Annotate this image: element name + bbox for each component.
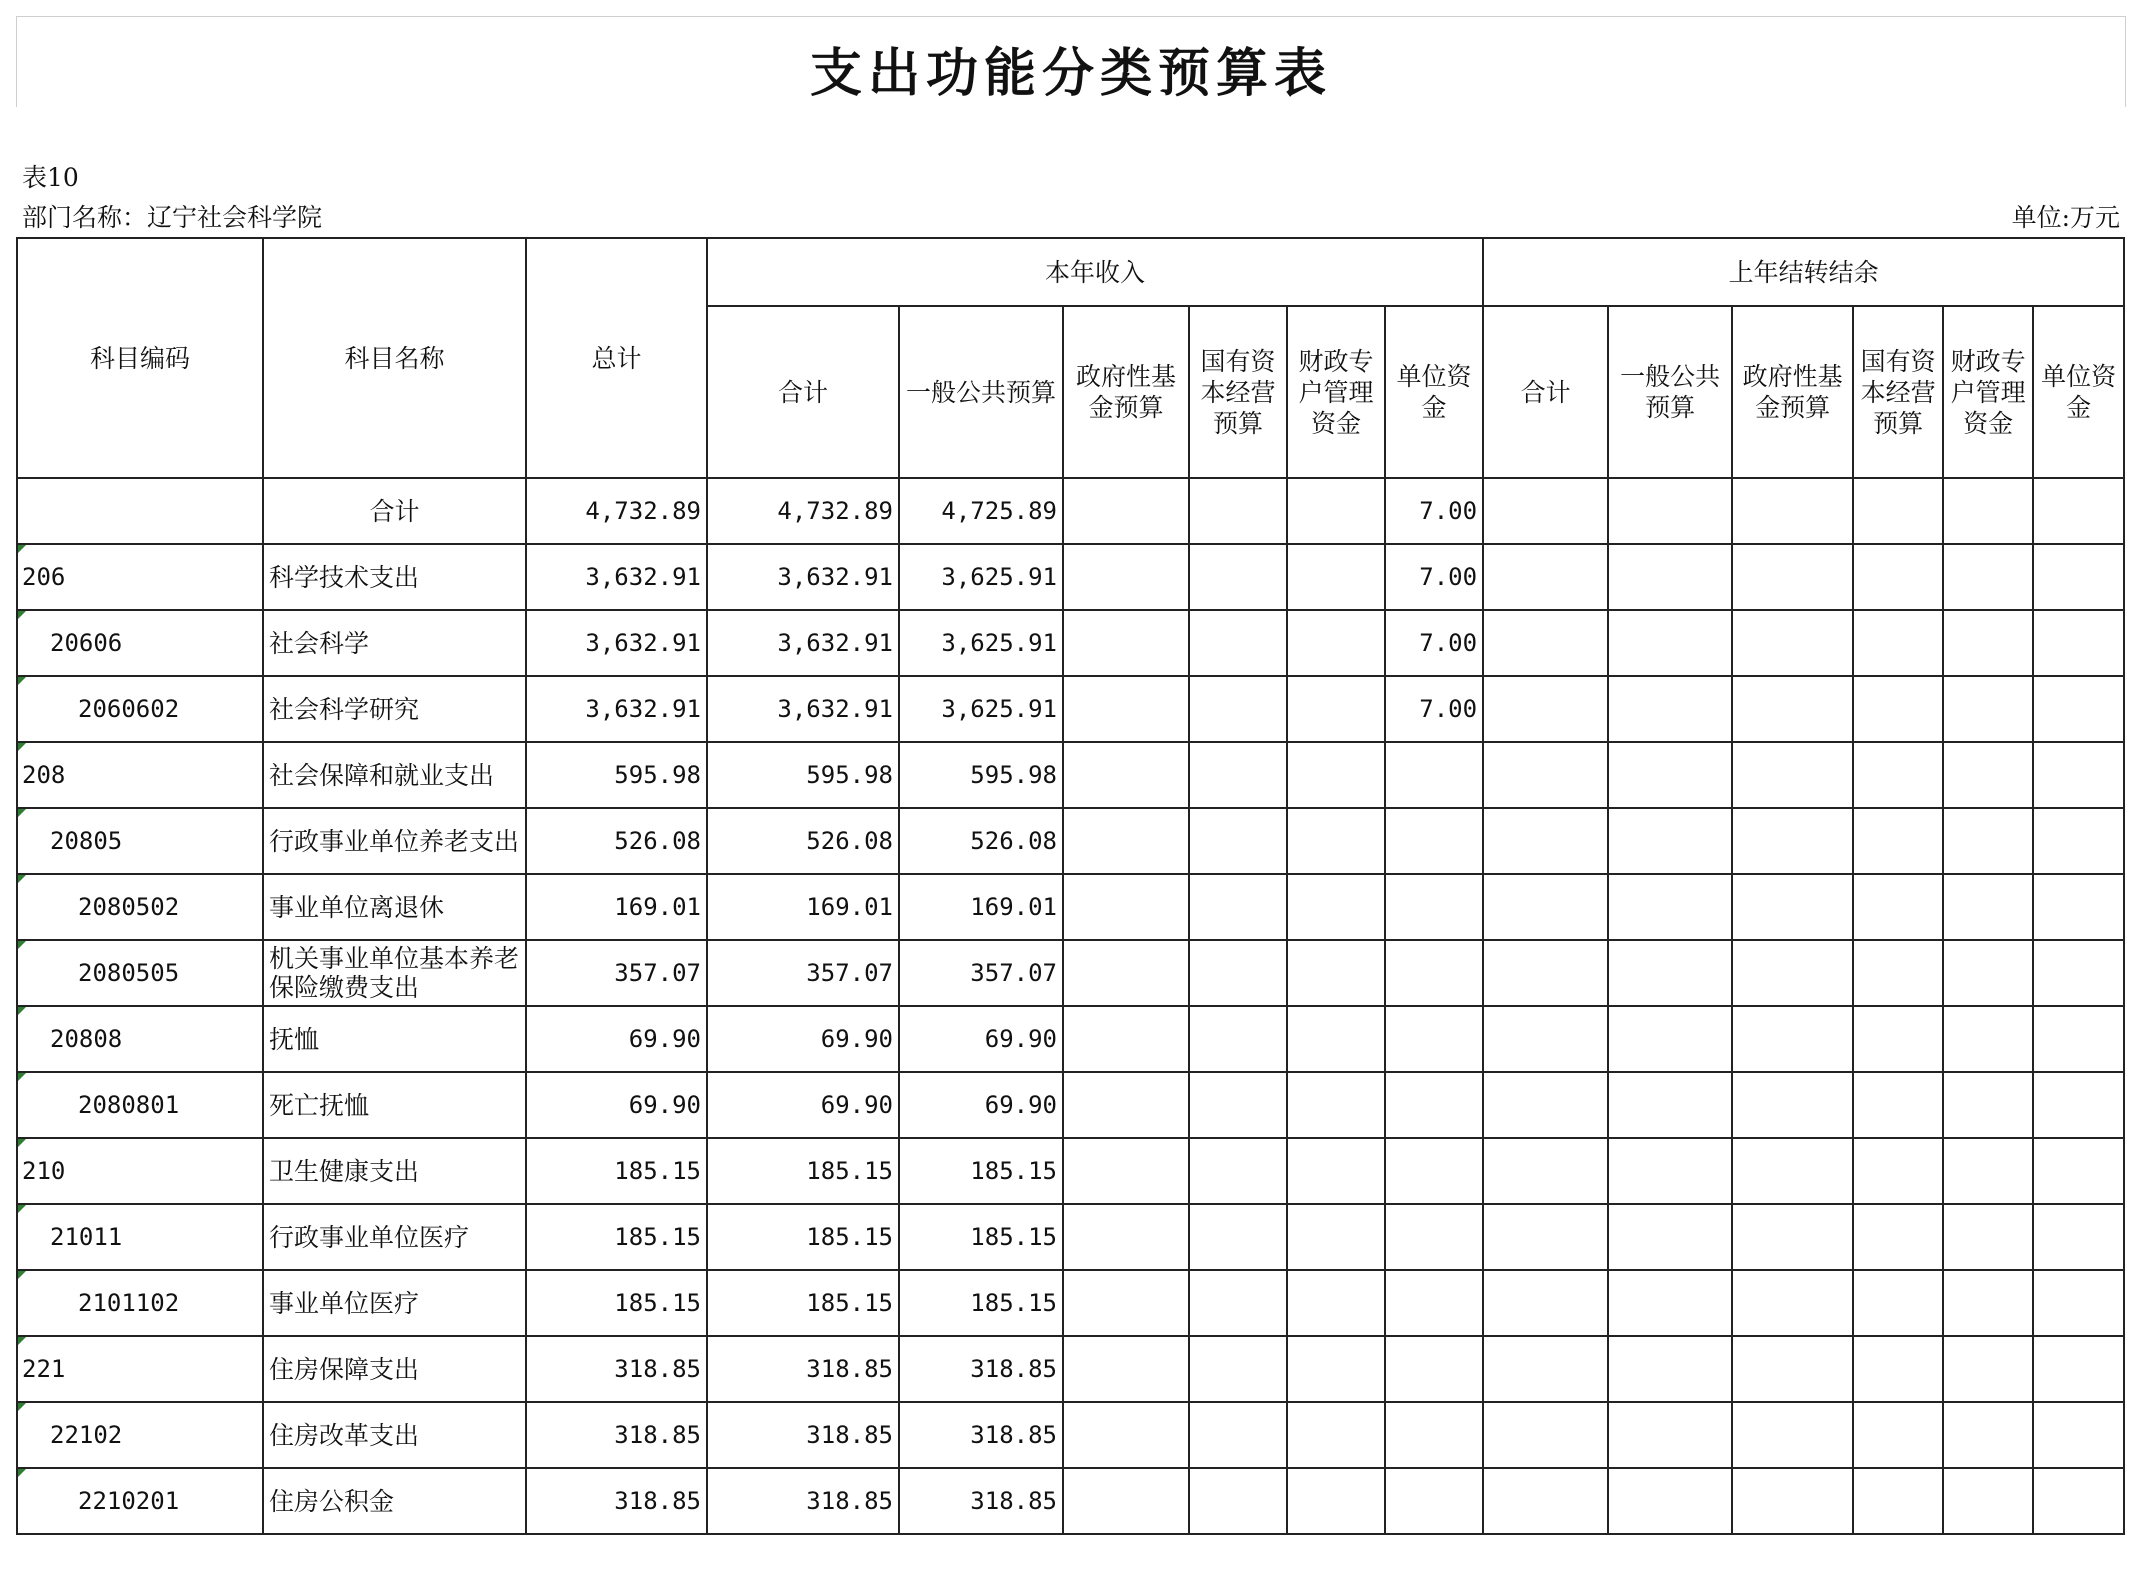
- cell-co-general: [1608, 544, 1732, 610]
- cell-cy-special: [1287, 1468, 1385, 1534]
- cell-co-general: [1608, 808, 1732, 874]
- cell-cy-govfund: [1063, 676, 1189, 742]
- cell-code: 20606: [17, 610, 263, 676]
- cell-cy-unit: [1385, 742, 1483, 808]
- cell-co-special: [1943, 676, 2033, 742]
- cell-cy-general: 318.85: [899, 1468, 1063, 1534]
- cell-name: 住房保障支出: [263, 1336, 526, 1402]
- cell-co-unit: [2033, 1006, 2124, 1072]
- table-row: [17, 808, 2124, 874]
- cell-cy-unit: [1385, 1402, 1483, 1468]
- cell-cy-unit: [1385, 1138, 1483, 1204]
- cell-co-unit: [2033, 544, 2124, 610]
- cell-cy-unit: 7.00: [1385, 544, 1483, 610]
- cell-cy-govfund: [1063, 1336, 1189, 1402]
- cell-cy-total: 3,632.91: [707, 544, 899, 610]
- cell-co-stateop: [1853, 676, 1943, 742]
- cell-cy-general: 4,725.89: [899, 478, 1063, 544]
- cell-total: 3,632.91: [526, 544, 707, 610]
- cell-name: 抚恤: [263, 1006, 526, 1072]
- cell-co-general: [1608, 478, 1732, 544]
- cell-co-stateop: [1853, 1138, 1943, 1204]
- cell-cy-general: 3,625.91: [899, 610, 1063, 676]
- cell-cy-total: 595.98: [707, 742, 899, 808]
- cell-co-general: [1608, 610, 1732, 676]
- cell-total: 69.90: [526, 1006, 707, 1072]
- cell-cy-unit: [1385, 1072, 1483, 1138]
- cell-cy-govfund: [1063, 742, 1189, 808]
- cell-cy-govfund: [1063, 1402, 1189, 1468]
- cell-co-general: [1608, 1468, 1732, 1534]
- cell-co-total: [1483, 1402, 1608, 1468]
- table-row: [17, 1072, 2124, 1138]
- cell-cy-special: [1287, 1204, 1385, 1270]
- cell-cy-special: [1287, 1270, 1385, 1336]
- cell-cy-general: 169.01: [899, 874, 1063, 940]
- cell-co-total: [1483, 940, 1608, 1006]
- cell-co-general: [1608, 1204, 1732, 1270]
- cell-cy-stateop: [1189, 1468, 1287, 1534]
- cell-co-special: [1943, 1402, 2033, 1468]
- cell-co-total: [1483, 1204, 1608, 1270]
- cell-co-general: [1608, 676, 1732, 742]
- cell-co-special: [1943, 1336, 2033, 1402]
- table-row: [17, 1270, 2124, 1336]
- cell-code: 2080801: [17, 1072, 263, 1138]
- table-row: [17, 1468, 2124, 1534]
- cell-co-govfund: [1732, 1270, 1853, 1336]
- cell-co-stateop: [1853, 610, 1943, 676]
- cell-cy-unit: 7.00: [1385, 478, 1483, 544]
- cell-cy-govfund: [1063, 610, 1189, 676]
- cell-cy-special: [1287, 1006, 1385, 1072]
- cell-cy-govfund: [1063, 1006, 1189, 1072]
- cell-cy-stateop: [1189, 1006, 1287, 1072]
- cell-co-total: [1483, 742, 1608, 808]
- cell-cy-general: 3,625.91: [899, 544, 1063, 610]
- cell-co-total: [1483, 676, 1608, 742]
- table-row: [17, 1138, 2124, 1204]
- header-cy-special: 财政专户管理资金: [1287, 306, 1385, 478]
- cell-co-unit: [2033, 1402, 2124, 1468]
- cell-name: 社会科学研究: [263, 676, 526, 742]
- cell-co-general: [1608, 940, 1732, 1006]
- cell-co-general: [1608, 1006, 1732, 1072]
- unit-label: 单位:万元: [2011, 203, 2120, 232]
- header-co-stateop: 国有资本经营预算: [1853, 306, 1943, 478]
- cell-co-special: [1943, 940, 2033, 1006]
- cell-cy-stateop: [1189, 940, 1287, 1006]
- cell-co-stateop: [1853, 1402, 1943, 1468]
- cell-name: 合计: [263, 478, 526, 544]
- cell-cy-total: 318.85: [707, 1402, 899, 1468]
- cell-cy-total: 318.85: [707, 1336, 899, 1402]
- cell-cy-govfund: [1063, 874, 1189, 940]
- table-row: [17, 478, 2124, 544]
- cell-co-total: [1483, 1468, 1608, 1534]
- cell-co-total: [1483, 1270, 1608, 1336]
- cell-co-stateop: [1853, 478, 1943, 544]
- cell-total: 4,732.89: [526, 478, 707, 544]
- header-co-special: 财政专户管理资金: [1943, 306, 2033, 478]
- cell-cy-unit: [1385, 1336, 1483, 1402]
- cell-name: 卫生健康支出: [263, 1138, 526, 1204]
- cell-co-general: [1608, 1402, 1732, 1468]
- cell-cy-total: 3,632.91: [707, 610, 899, 676]
- cell-cy-unit: [1385, 808, 1483, 874]
- table-row: [17, 1336, 2124, 1402]
- header-cy-stateop: 国有资本经营预算: [1189, 306, 1287, 478]
- header-carryover: 上年结转结余: [1483, 238, 2124, 306]
- cell-co-unit: [2033, 1468, 2124, 1534]
- cell-co-special: [1943, 1204, 2033, 1270]
- cell-cy-govfund: [1063, 478, 1189, 544]
- header-cy-total: 合计: [707, 306, 899, 478]
- cell-co-govfund: [1732, 1402, 1853, 1468]
- cell-co-stateop: [1853, 808, 1943, 874]
- cell-co-general: [1608, 1336, 1732, 1402]
- cell-cy-special: [1287, 1336, 1385, 1402]
- cell-cy-stateop: [1189, 1270, 1287, 1336]
- cell-co-stateop: [1853, 1006, 1943, 1072]
- cell-cy-general: 185.15: [899, 1204, 1063, 1270]
- cell-cy-unit: [1385, 1006, 1483, 1072]
- cell-name: 机关事业单位基本养老保险缴费支出: [263, 940, 526, 1006]
- department-name: 部门名称：辽宁社会科学院: [22, 203, 323, 232]
- cell-co-govfund: [1732, 1468, 1853, 1534]
- cell-co-govfund: [1732, 1204, 1853, 1270]
- cell-co-stateop: [1853, 1204, 1943, 1270]
- cell-cy-special: [1287, 1402, 1385, 1468]
- header-co-unit: 单位资金: [2033, 306, 2124, 478]
- table-row: [17, 544, 2124, 610]
- cell-co-special: [1943, 1468, 2033, 1534]
- cell-co-govfund: [1732, 808, 1853, 874]
- cell-co-total: [1483, 1072, 1608, 1138]
- cell-cy-govfund: [1063, 808, 1189, 874]
- cell-cy-total: 3,632.91: [707, 676, 899, 742]
- cell-co-unit: [2033, 610, 2124, 676]
- cell-co-stateop: [1853, 1336, 1943, 1402]
- cell-cy-total: 526.08: [707, 808, 899, 874]
- cell-cy-special: [1287, 742, 1385, 808]
- cell-cy-total: 169.01: [707, 874, 899, 940]
- cell-cy-total: 185.15: [707, 1270, 899, 1336]
- page-title: 支出功能分类预算表: [809, 43, 1332, 104]
- cell-co-govfund: [1732, 610, 1853, 676]
- cell-cy-unit: [1385, 940, 1483, 1006]
- header-cy-govfund: 政府性基金预算: [1063, 306, 1189, 478]
- table-row: [17, 1402, 2124, 1468]
- cell-code: 2080505: [17, 940, 263, 1006]
- table-row: [17, 1006, 2124, 1072]
- cell-name: 事业单位医疗: [263, 1270, 526, 1336]
- header-total: 总计: [526, 238, 707, 478]
- cell-co-govfund: [1732, 874, 1853, 940]
- table-row: [17, 1204, 2124, 1270]
- cell-total: 69.90: [526, 1072, 707, 1138]
- cell-name: 社会保障和就业支出: [263, 742, 526, 808]
- cell-co-unit: [2033, 874, 2124, 940]
- cell-cy-general: 595.98: [899, 742, 1063, 808]
- cell-code: 22102: [17, 1402, 263, 1468]
- cell-co-govfund: [1732, 1006, 1853, 1072]
- header-cy-unit: 单位资金: [1385, 306, 1483, 478]
- cell-total: 185.15: [526, 1204, 707, 1270]
- table-row: [17, 940, 2124, 1006]
- cell-cy-govfund: [1063, 1072, 1189, 1138]
- cell-code: 2101102: [17, 1270, 263, 1336]
- cell-code: 2210201: [17, 1468, 263, 1534]
- header-cy-general: 一般公共预算: [899, 306, 1063, 478]
- cell-co-unit: [2033, 1336, 2124, 1402]
- table-row: [17, 874, 2124, 940]
- cell-cy-govfund: [1063, 544, 1189, 610]
- cell-cy-total: 318.85: [707, 1468, 899, 1534]
- header-current-year: 本年收入: [707, 238, 1483, 306]
- cell-co-unit: [2033, 1072, 2124, 1138]
- cell-cy-general: 3,625.91: [899, 676, 1063, 742]
- cell-co-special: [1943, 742, 2033, 808]
- cell-co-special: [1943, 478, 2033, 544]
- cell-co-stateop: [1853, 544, 1943, 610]
- cell-co-total: [1483, 874, 1608, 940]
- cell-co-general: [1608, 1270, 1732, 1336]
- cell-co-unit: [2033, 676, 2124, 742]
- cell-name: 住房公积金: [263, 1468, 526, 1534]
- cell-cy-unit: [1385, 1468, 1483, 1534]
- cell-co-total: [1483, 1006, 1608, 1072]
- cell-cy-unit: [1385, 874, 1483, 940]
- cell-cy-special: [1287, 676, 1385, 742]
- cell-co-special: [1943, 1072, 2033, 1138]
- cell-cy-general: 357.07: [899, 940, 1063, 1006]
- budget-table: [16, 237, 2125, 1535]
- cell-cy-stateop: [1189, 478, 1287, 544]
- cell-co-total: [1483, 1138, 1608, 1204]
- header-co-govfund: 政府性基金预算: [1732, 306, 1853, 478]
- cell-co-total: [1483, 478, 1608, 544]
- cell-cy-govfund: [1063, 1468, 1189, 1534]
- table-body: [17, 478, 2124, 1534]
- table-row: [17, 610, 2124, 676]
- cell-cy-general: 318.85: [899, 1402, 1063, 1468]
- cell-cy-stateop: [1189, 544, 1287, 610]
- cell-cy-stateop: [1189, 610, 1287, 676]
- table-number: 表10: [22, 163, 79, 192]
- cell-cy-general: 318.85: [899, 1336, 1063, 1402]
- table-row: [17, 742, 2124, 808]
- cell-cy-unit: 7.00: [1385, 676, 1483, 742]
- cell-cy-total: 185.15: [707, 1138, 899, 1204]
- cell-co-stateop: [1853, 874, 1943, 940]
- cell-cy-stateop: [1189, 676, 1287, 742]
- cell-cy-unit: [1385, 1270, 1483, 1336]
- cell-cy-general: 69.90: [899, 1072, 1063, 1138]
- cell-co-stateop: [1853, 1270, 1943, 1336]
- cell-name: 死亡抚恤: [263, 1072, 526, 1138]
- cell-co-general: [1608, 1072, 1732, 1138]
- cell-co-govfund: [1732, 478, 1853, 544]
- cell-co-total: [1483, 544, 1608, 610]
- cell-co-special: [1943, 1270, 2033, 1336]
- title-box: [16, 16, 2126, 107]
- cell-total: 318.85: [526, 1336, 707, 1402]
- cell-cy-special: [1287, 544, 1385, 610]
- cell-code: 221: [17, 1336, 263, 1402]
- cell-total: 526.08: [526, 808, 707, 874]
- cell-total: 3,632.91: [526, 610, 707, 676]
- cell-code: 2080502: [17, 874, 263, 940]
- cell-cy-general: 526.08: [899, 808, 1063, 874]
- cell-cy-stateop: [1189, 1138, 1287, 1204]
- cell-co-stateop: [1853, 742, 1943, 808]
- cell-co-unit: [2033, 478, 2124, 544]
- cell-cy-general: 185.15: [899, 1270, 1063, 1336]
- cell-code: 20808: [17, 1006, 263, 1072]
- cell-co-govfund: [1732, 742, 1853, 808]
- cell-code: [17, 478, 263, 544]
- cell-co-stateop: [1853, 940, 1943, 1006]
- cell-cy-total: 185.15: [707, 1204, 899, 1270]
- cell-name: 科学技术支出: [263, 544, 526, 610]
- cell-co-special: [1943, 610, 2033, 676]
- cell-co-special: [1943, 544, 2033, 610]
- cell-cy-special: [1287, 1138, 1385, 1204]
- cell-name: 住房改革支出: [263, 1402, 526, 1468]
- table-row: [17, 676, 2124, 742]
- cell-co-special: [1943, 874, 2033, 940]
- cell-co-total: [1483, 1336, 1608, 1402]
- cell-co-unit: [2033, 742, 2124, 808]
- cell-code: 21011: [17, 1204, 263, 1270]
- cell-cy-special: [1287, 478, 1385, 544]
- cell-cy-total: 4,732.89: [707, 478, 899, 544]
- cell-co-govfund: [1732, 1336, 1853, 1402]
- cell-co-general: [1608, 742, 1732, 808]
- cell-cy-stateop: [1189, 808, 1287, 874]
- cell-co-special: [1943, 1138, 2033, 1204]
- cell-cy-special: [1287, 940, 1385, 1006]
- cell-cy-unit: [1385, 1204, 1483, 1270]
- cell-cy-stateop: [1189, 1336, 1287, 1402]
- cell-cy-general: 185.15: [899, 1138, 1063, 1204]
- cell-name: 行政事业单位医疗: [263, 1204, 526, 1270]
- cell-total: 185.15: [526, 1138, 707, 1204]
- header-name: 科目名称: [263, 238, 526, 478]
- cell-cy-unit: 7.00: [1385, 610, 1483, 676]
- cell-cy-stateop: [1189, 1072, 1287, 1138]
- cell-co-govfund: [1732, 676, 1853, 742]
- cell-cy-govfund: [1063, 1138, 1189, 1204]
- cell-cy-total: 357.07: [707, 940, 899, 1006]
- cell-name: 行政事业单位养老支出: [263, 808, 526, 874]
- cell-name: 社会科学: [263, 610, 526, 676]
- header-code: 科目编码: [17, 238, 263, 478]
- cell-cy-stateop: [1189, 874, 1287, 940]
- header-co-general: 一般公共预算: [1608, 306, 1732, 478]
- cell-co-total: [1483, 610, 1608, 676]
- cell-cy-special: [1287, 874, 1385, 940]
- cell-total: 3,632.91: [526, 676, 707, 742]
- cell-co-special: [1943, 808, 2033, 874]
- cell-co-unit: [2033, 940, 2124, 1006]
- cell-total: 185.15: [526, 1270, 707, 1336]
- cell-co-unit: [2033, 1270, 2124, 1336]
- cell-total: 318.85: [526, 1402, 707, 1468]
- cell-code: 20805: [17, 808, 263, 874]
- header-co-total: 合计: [1483, 306, 1608, 478]
- cell-co-stateop: [1853, 1072, 1943, 1138]
- cell-co-govfund: [1732, 1138, 1853, 1204]
- cell-co-govfund: [1732, 1072, 1853, 1138]
- cell-total: 595.98: [526, 742, 707, 808]
- cell-co-unit: [2033, 1204, 2124, 1270]
- cell-cy-total: 69.90: [707, 1072, 899, 1138]
- cell-cy-special: [1287, 610, 1385, 676]
- cell-cy-stateop: [1189, 1402, 1287, 1468]
- cell-co-unit: [2033, 808, 2124, 874]
- cell-name: 事业单位离退休: [263, 874, 526, 940]
- cell-co-total: [1483, 808, 1608, 874]
- cell-cy-govfund: [1063, 1270, 1189, 1336]
- cell-co-unit: [2033, 1138, 2124, 1204]
- cell-code: 208: [17, 742, 263, 808]
- cell-cy-special: [1287, 808, 1385, 874]
- cell-cy-general: 69.90: [899, 1006, 1063, 1072]
- cell-co-general: [1608, 874, 1732, 940]
- cell-cy-govfund: [1063, 1204, 1189, 1270]
- cell-code: 210: [17, 1138, 263, 1204]
- cell-code: 2060602: [17, 676, 263, 742]
- cell-total: 169.01: [526, 874, 707, 940]
- cell-co-govfund: [1732, 544, 1853, 610]
- cell-code: 206: [17, 544, 263, 610]
- cell-co-general: [1608, 1138, 1732, 1204]
- cell-cy-total: 69.90: [707, 1006, 899, 1072]
- cell-cy-stateop: [1189, 1204, 1287, 1270]
- cell-total: 357.07: [526, 940, 707, 1006]
- cell-co-special: [1943, 1006, 2033, 1072]
- cell-cy-stateop: [1189, 742, 1287, 808]
- cell-co-stateop: [1853, 1468, 1943, 1534]
- cell-co-govfund: [1732, 940, 1853, 1006]
- cell-total: 318.85: [526, 1468, 707, 1534]
- cell-cy-govfund: [1063, 940, 1189, 1006]
- cell-cy-special: [1287, 1072, 1385, 1138]
